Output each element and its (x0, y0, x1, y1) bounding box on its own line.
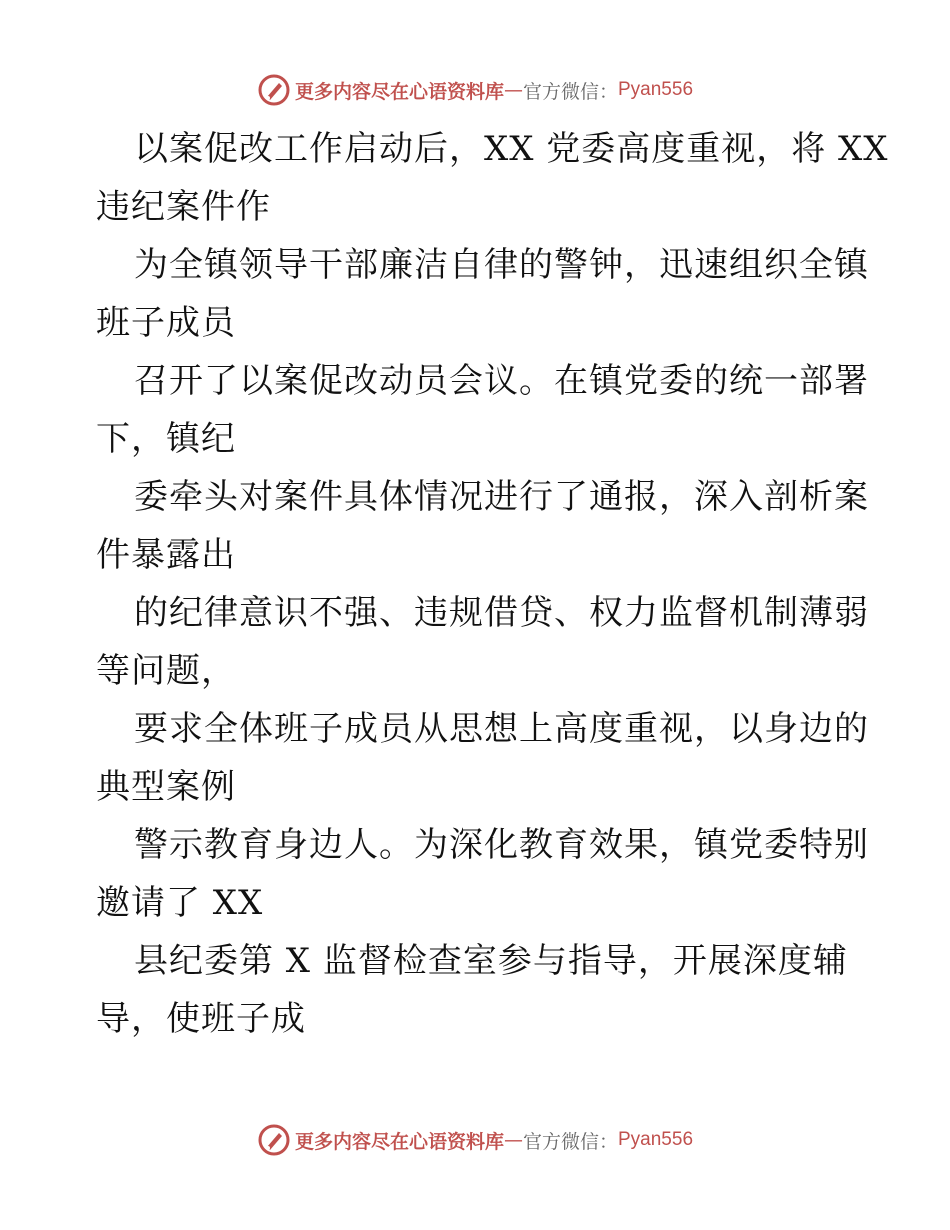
body-line: 下，镇纪 (96, 419, 236, 459)
header-watermark (0, 70, 950, 110)
pen-logo-icon (257, 73, 291, 107)
watermark-brand: 更多内容尽在心语资料库 (294, 1130, 504, 1153)
watermark-official: 官方微信： (522, 1130, 618, 1153)
body-line: 导，使班子成 (96, 999, 306, 1039)
body-line: 典型案例 (96, 767, 236, 807)
body-line: 件暴露出 (96, 535, 236, 575)
body-line: 要求全体班子成员从思想上高度重视，以身边的 (134, 709, 869, 749)
body-line: 邀请了 XX (96, 883, 264, 923)
body-line: 县纪委第 X 监督检查室参与指导，开展深度辅 (134, 941, 848, 981)
document-body (96, 120, 889, 1048)
body-line: 以案促改工作启动后，XX 党委高度重视，将 XX (134, 129, 889, 169)
body-line: 等问题， (96, 651, 236, 691)
body-line: 委牵头对案件具体情况进行了通报，深入剖析案 (134, 477, 869, 517)
body-line: 警示教育身边人。为深化教育效果，镇党委特别 (134, 825, 869, 865)
body-line: 的纪律意识不强、违规借贷、权力监督机制薄弱 (134, 593, 869, 633)
watermark-dash: — (503, 1129, 523, 1151)
watermark-dash: — (503, 79, 523, 101)
watermark-official: 官方微信： (522, 80, 618, 103)
body-line: 违纪案件作 (96, 187, 271, 227)
watermark-brand: 更多内容尽在心语资料库 (294, 80, 504, 103)
body-line: 为全镇领导干部廉洁自律的警钟，迅速组织全镇 (134, 245, 869, 285)
body-line: 班子成员 (96, 303, 236, 343)
body-line: 召开了以案促改动员会议。在镇党委的统一部署 (134, 361, 869, 401)
footer-watermark (0, 1120, 950, 1160)
watermark-wechat-id: Pyan556 (618, 1129, 694, 1150)
pen-logo-icon (257, 1123, 291, 1157)
watermark-wechat-id: Pyan556 (618, 79, 694, 100)
